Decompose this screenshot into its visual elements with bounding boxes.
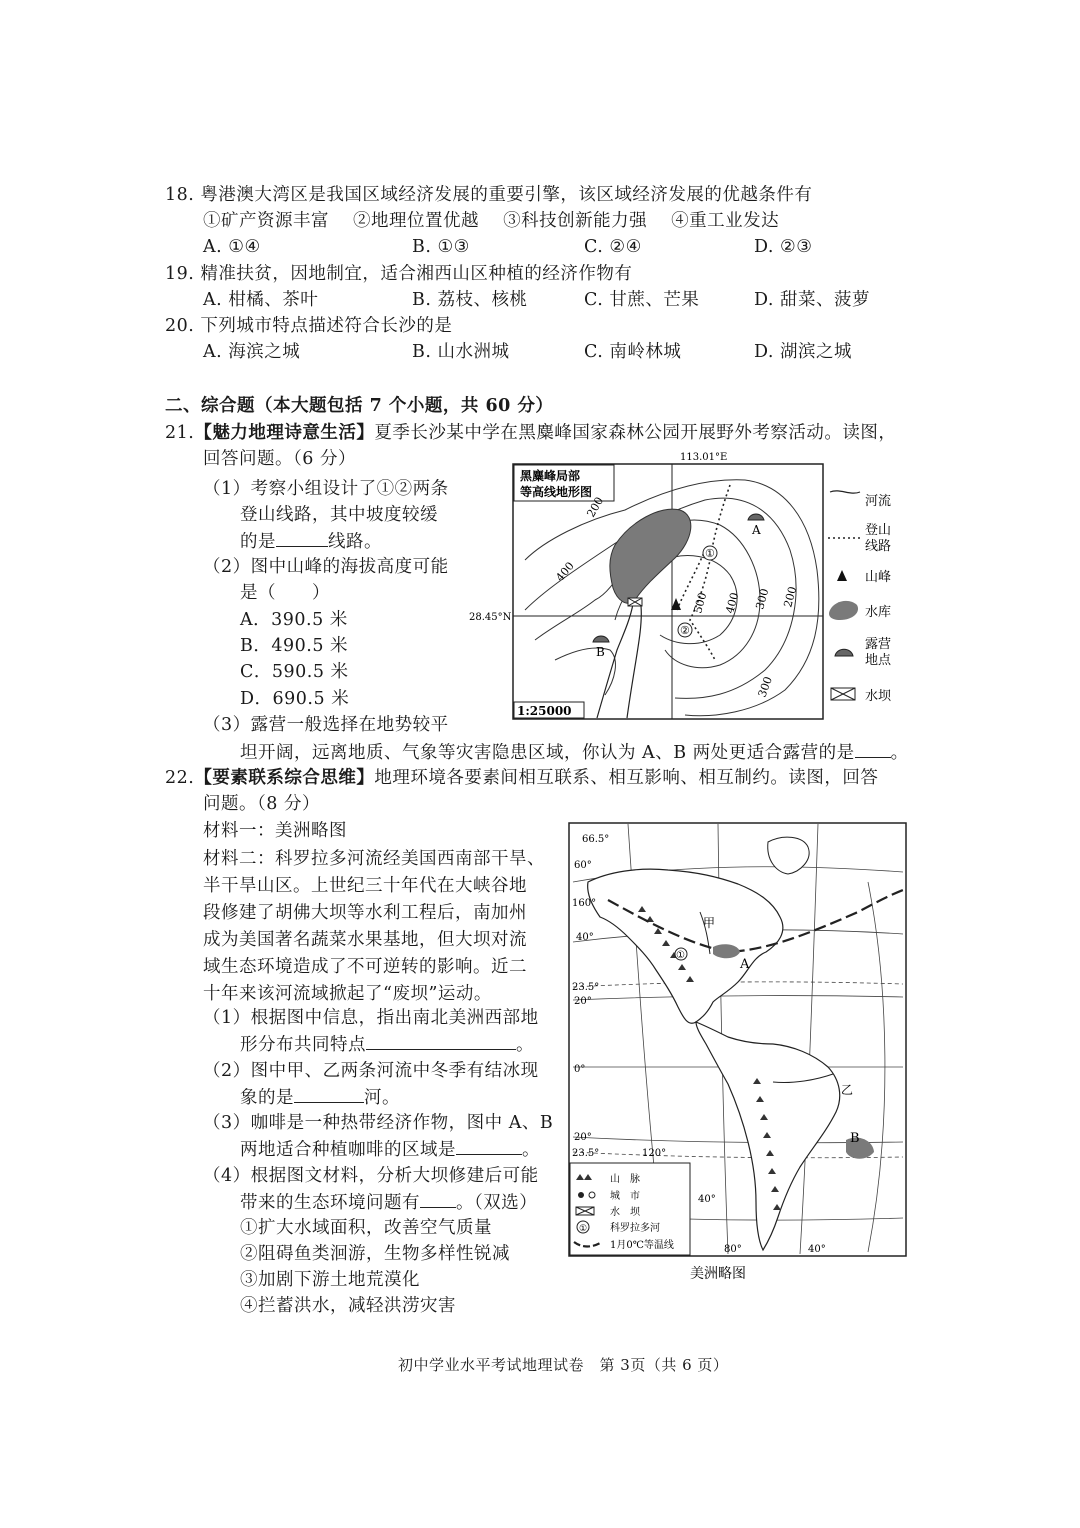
- lat-60-label: 60°: [574, 860, 592, 871]
- lon-160-label: 160°: [572, 898, 597, 909]
- q18-option-c: C. ②④: [584, 237, 642, 257]
- q20-option-a: A. 海滨之城: [203, 342, 301, 362]
- q21-p3-line1: （3）露营一般选择在地势较平: [203, 715, 449, 735]
- q18-option-d: D. ②③: [754, 237, 813, 257]
- q22-option-4: ④拦蓄洪水，减轻洪涝灾害: [240, 1296, 456, 1316]
- q19-option-d: D. 甜菜、菠萝: [754, 290, 871, 310]
- lon-120-label: 120°: [642, 1148, 667, 1159]
- q22-p4-line2: 带来的生态环境问题有 。（双选）: [240, 1189, 537, 1216]
- q22-material-2-line4: 成为美国著名蔬菜水果基地，但大坝对流: [203, 930, 527, 950]
- legend-river-label: 科罗拉多河: [610, 1223, 660, 1234]
- q22-p2-line2: 象的是 河。: [240, 1084, 400, 1111]
- q22-stem-2: 问题。（8 分）: [203, 794, 320, 814]
- map2-caption: 美洲略图: [690, 1266, 746, 1282]
- q21-option-c: C．590.5 米: [240, 662, 349, 682]
- lat-20s-label: 20°: [574, 1132, 592, 1143]
- legend-river-label: 河流: [865, 494, 892, 509]
- q22-option-2: ②阻碍鱼类洄游，生物多样性锐减: [240, 1244, 510, 1264]
- contour-label-300a: 300: [753, 587, 772, 611]
- q22-material-1: 材料一：美洲略图: [203, 821, 347, 841]
- colorado-label: ①: [676, 950, 685, 961]
- q21-p2-line1: （2）图中山峰的海拔高度可能: [203, 557, 449, 577]
- legend-river-icon: [830, 491, 860, 493]
- q21-p1-line1: （1）考察小组设计了①②两条: [203, 479, 449, 499]
- legend-peak-icon: [837, 570, 847, 581]
- q22-material-2-line1: 材料二：科罗拉多河流经美国西南部干旱、: [203, 849, 545, 869]
- lat-40-label: 40°: [576, 932, 594, 943]
- contour-label-200a: 200: [584, 494, 607, 520]
- legend-camp-label1: 露营: [865, 637, 892, 652]
- q21-tag: 【魅力地理诗意生活】: [194, 423, 375, 443]
- route-2-label: ②: [680, 624, 690, 637]
- legend-isotherm-label: 1月0℃等温线: [610, 1240, 674, 1251]
- q20-option-d: D. 湖滨之城: [754, 342, 853, 362]
- q22-material-2-line2: 半干旱山区。上世纪三十年代在大峡谷地: [203, 876, 527, 896]
- q19-option-c: C. 甘蔗、芒果: [584, 290, 700, 310]
- q21-option-a: A．390.5 米: [240, 610, 348, 630]
- lon-40-label: 40°: [808, 1244, 826, 1255]
- page-footer: 初中学业水平考试地理试卷 第 3页（共 6 页）: [398, 1356, 729, 1374]
- lat-23-5n-label: 23.5°: [572, 982, 600, 993]
- river-yi-label: 乙: [841, 1083, 854, 1097]
- lat-40s-label: 40°: [698, 1194, 716, 1205]
- legend-dam-label: 水 坝: [610, 1207, 640, 1218]
- longitude-label: 113.01°E: [680, 452, 728, 463]
- q21-stem: [165, 420, 896, 446]
- lat-20n-label: 20°: [574, 996, 592, 1007]
- q22-stem-text: 地理环境各要素间相互联系、相互影响、相互制约。读图，回答: [374, 768, 879, 788]
- lat-66-label: 66.5°: [582, 834, 610, 845]
- q22-p1-line2: 形分布共同特点 。: [240, 1031, 534, 1058]
- q21-p1-blank[interactable]: [276, 528, 328, 547]
- q22-p3-blank[interactable]: [456, 1136, 522, 1155]
- scale-label: 1:25000: [517, 704, 572, 718]
- q21-p1-line3: 的是 线路。: [240, 528, 382, 555]
- legend-dam-icon: [831, 688, 855, 700]
- region-a-label: A: [740, 957, 750, 972]
- q21-number: 21.: [165, 423, 195, 443]
- q22-option-3: ③加剧下游土地荒漠化: [240, 1270, 420, 1290]
- lon-80-label: 80°: [724, 1244, 742, 1255]
- contour-label-400a: 400: [553, 559, 577, 584]
- q22-option-1: ①扩大水域面积，改善空气质量: [240, 1218, 492, 1238]
- contour-label-400b: 400: [723, 591, 742, 615]
- lat-0-label: 0°: [574, 1064, 586, 1075]
- q18-items: ①矿产资源丰富 ②地理位置优越 ③科技创新能力强 ④重工业发达: [203, 211, 780, 231]
- q21-p2-line2: 是（ ）: [240, 583, 330, 603]
- q22-p1-blank[interactable]: [366, 1031, 516, 1050]
- legend-route-label2: 线路: [865, 539, 892, 554]
- legend: [828, 491, 892, 704]
- route-1-label: ①: [705, 547, 715, 560]
- legend-reservoir-icon: [829, 601, 858, 620]
- q22-tag: 【要素联系综合思维】: [194, 768, 375, 788]
- q19-option-b: B. 荔枝、核桃: [412, 290, 528, 310]
- contour-label-300b: 300: [755, 674, 776, 700]
- legend-city-icon: [578, 1192, 584, 1198]
- q22-p4-line1: （4）根据图文材料，分析大坝修建后可能: [203, 1166, 539, 1186]
- q22-number: 22.: [165, 768, 195, 788]
- q21-p1-line2: 登山线路，其中坡度较缓: [240, 505, 438, 525]
- q21-stem-2: 回答问题。（6 分）: [203, 449, 356, 469]
- q20-stem: 20. 下列城市特点描述符合长沙的是: [165, 316, 453, 336]
- legend-peak-label: 山峰: [865, 570, 892, 585]
- q22-material-2-line5: 域生态环境造成了不可逆转的影响。近二: [203, 957, 527, 977]
- q22-stem: [165, 765, 878, 791]
- legend-route-label1: 登山: [865, 523, 892, 538]
- contour-label-500: 500: [691, 591, 710, 615]
- q22-p2-blank[interactable]: [294, 1084, 364, 1103]
- q22-p3-line1: （3）咖啡是一种热带经济作物，图中 A、B: [203, 1113, 554, 1133]
- q18-option-b: B. ①③: [412, 237, 470, 257]
- q22-p1-line1: （1）根据图中信息，指出南北美洲西部地: [203, 1008, 539, 1028]
- q20-option-c: C. 南岭林城: [584, 342, 682, 362]
- map-frame: [513, 464, 823, 719]
- map-title-line2: 等高线地形图: [520, 485, 593, 499]
- q19-stem: 19. 精准扶贫，因地制宜，适合湘西山区种植的经济作物有: [165, 264, 633, 284]
- map-title-line1: 黑麋峰局部: [520, 469, 581, 483]
- q21-stem-text: 夏季长沙某中学在黑麋峰国家森林公园开展野外考察活动。读图，: [374, 423, 897, 443]
- q21-p3-blank[interactable]: [855, 739, 891, 758]
- dam-icon: [628, 598, 642, 606]
- camp-a-label: A: [752, 523, 761, 537]
- legend-city-label: 城 市: [610, 1191, 640, 1202]
- lat-23-5s-label: 23.5°: [572, 1148, 600, 1159]
- q20-option-b: B. 山水洲城: [412, 342, 510, 362]
- legend-reservoir-label: 水库: [865, 605, 892, 620]
- section-2-heading: 二、综合题（本大题包括 7 个小题，共 60 分）: [165, 396, 554, 416]
- q22-material-2-line6: 十年来该河流域掀起了“废坝”运动。: [203, 984, 492, 1004]
- q18-option-a: A. ①④: [203, 237, 261, 257]
- q21-option-b: B．490.5 米: [240, 636, 349, 656]
- q21-option-d: D．690.5 米: [240, 689, 350, 709]
- legend-mountain-label: 山 脉: [610, 1174, 640, 1185]
- q18-stem: 18. 粤港澳大湾区是我国区域经济发展的重要引擎，该区域经济发展的优越条件有: [165, 185, 813, 205]
- q22-p3-line2: 两地适合种植咖啡的区域是 。: [240, 1136, 540, 1163]
- river-jia-label: 甲: [703, 916, 716, 930]
- legend-camp-icon: [835, 649, 853, 656]
- latitude-label: 28.45°N: [469, 612, 512, 623]
- region-b-label: B: [850, 1131, 860, 1146]
- legend-dam-icon: [576, 1207, 594, 1215]
- q19-option-a: A. 柑橘、茶叶: [203, 290, 319, 310]
- contour-label-200b: 200: [781, 585, 800, 609]
- q22-material-2-line3: 段修建了胡佛大坝等水利工程后，南加州: [203, 903, 527, 923]
- camp-b-label: B: [596, 645, 605, 659]
- q22-p2-line1: （2）图中甲、乙两条河流中冬季有结冰现: [203, 1061, 539, 1081]
- q22-p4-blank[interactable]: [420, 1189, 456, 1208]
- q21-p3-line2: 坦开阔，远离地质、气象等灾害隐患区域，你认为 A、B 两处更适合露营的是 。: [240, 739, 909, 766]
- legend-dam-label: 水坝: [865, 689, 892, 704]
- contour-map: [465, 450, 910, 725]
- legend-river-icon-label: ①: [579, 1224, 588, 1234]
- americas-map: [568, 822, 908, 1284]
- legend-camp-label2: 地点: [865, 653, 892, 668]
